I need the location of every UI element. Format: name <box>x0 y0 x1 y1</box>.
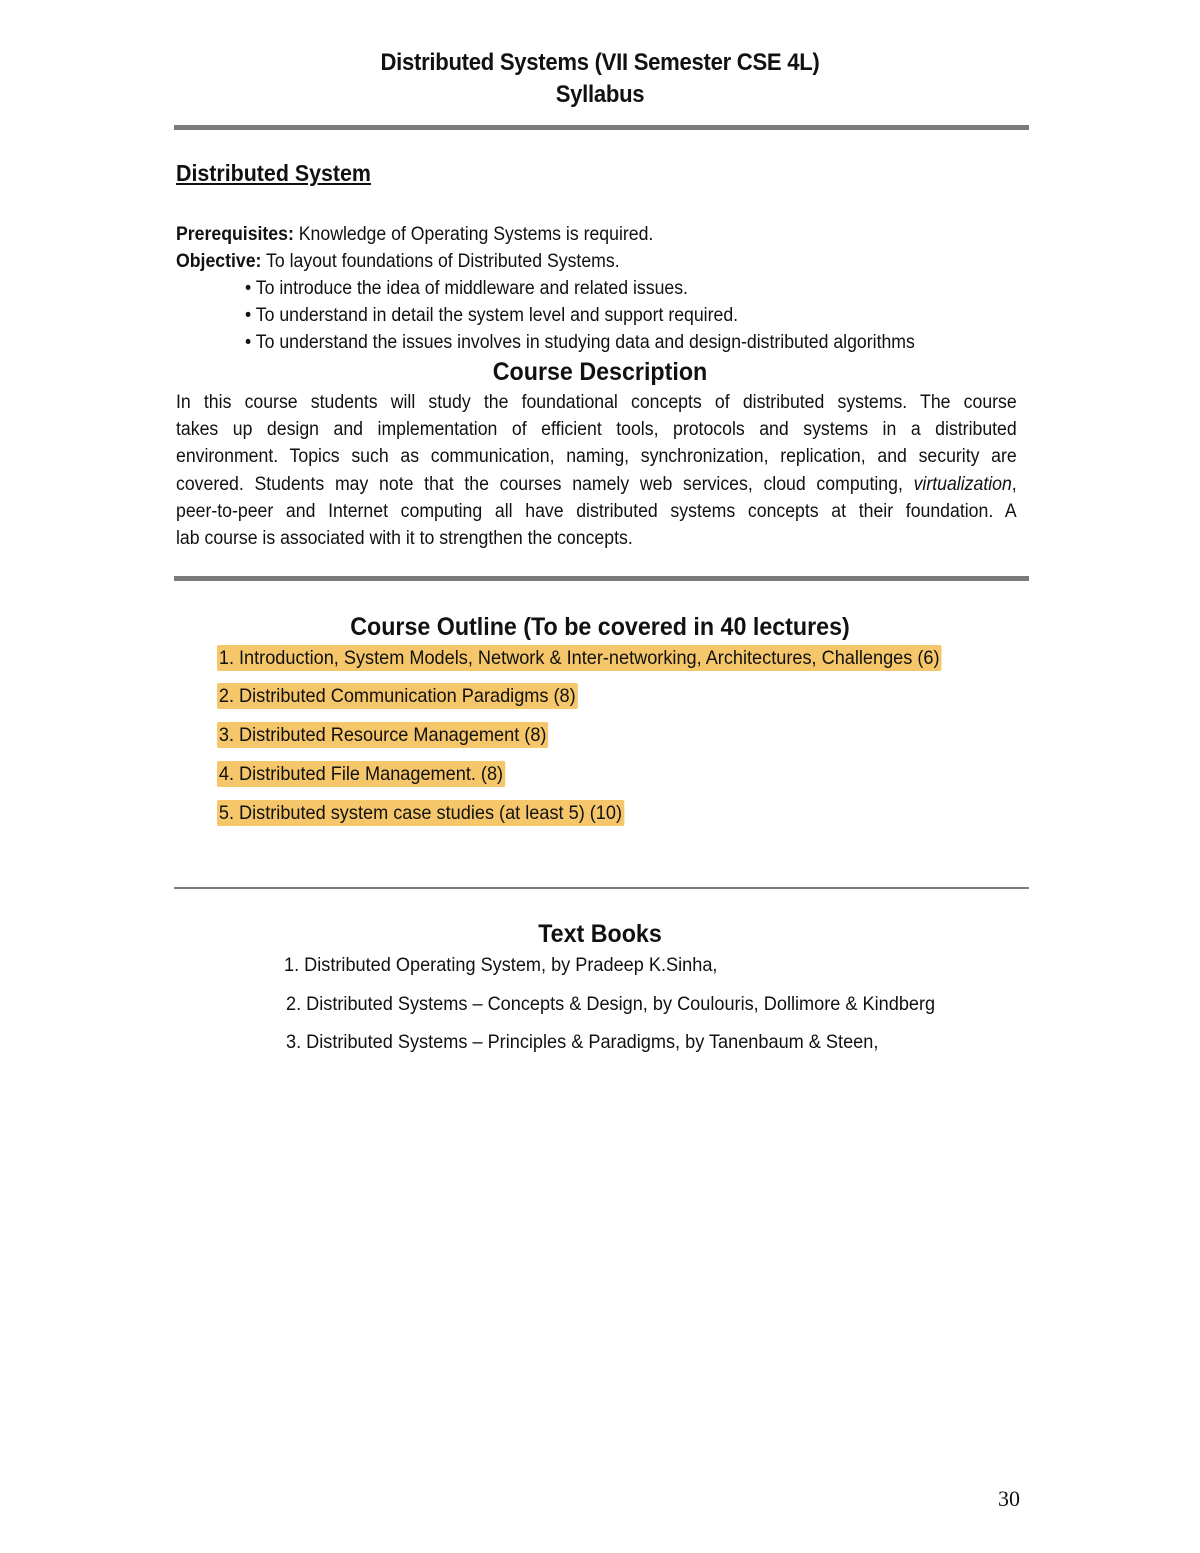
description-heading: Course Description <box>492 358 708 386</box>
textbook-item: 1. Distributed Operating System, by Pradeep K.Sinha, <box>284 954 718 976</box>
objective-bullet: • To introduce the idea of middleware and related issues. <box>245 278 688 299</box>
outline-item: 1. Introduction, System Models, Network & Inter-networking, Architectures, Challenges (6) <box>218 647 940 669</box>
outline-heading: Course Outline (To be covered in 40 lectures) <box>350 613 850 641</box>
divider <box>174 887 1029 889</box>
description-line <box>176 474 1017 496</box>
textbooks-heading: Text Books <box>538 920 662 948</box>
description-line: environment. Topics such as communication, naming, synchronization, replication, and security are <box>176 446 1017 467</box>
document-subtitle: Syllabus <box>555 81 645 108</box>
description-text: covered. Students may note that the courses namely web services, cloud computing, <box>176 474 914 495</box>
objective-text: To layout foundations of Distributed Systems. <box>261 251 620 272</box>
description-line: takes up design and implementation of efficient tools, protocols and systems in a distributed <box>176 419 1017 440</box>
objective-line <box>176 251 620 273</box>
description-line: lab course is associated with it to strengthen the concepts. <box>176 528 633 549</box>
prerequisites-line <box>176 224 653 246</box>
objective-label: Objective: <box>176 251 262 272</box>
outline-item: 4. Distributed File Management. (8) <box>218 763 504 785</box>
textbook-item: 3. Distributed Systems – Principles & Paradigms, by Tanenbaum & Steen, <box>286 1031 879 1053</box>
prerequisites-label: Prerequisites: <box>176 224 294 245</box>
section-heading: Distributed System <box>176 160 371 186</box>
objective-bullet: • To understand the issues involves in studying data and design-distributed algorithms <box>245 332 915 353</box>
outline-item: 3. Distributed Resource Management (8) <box>218 724 547 746</box>
document-title: Distributed Systems (VII Semester CSE 4L) <box>380 49 820 76</box>
description-italic: virtualization <box>913 474 1012 495</box>
page-number: 30 <box>998 1486 1020 1511</box>
description-line: peer-to-peer and Internet computing all have distributed systems concepts at their foundation. A <box>176 501 1017 522</box>
divider <box>174 576 1029 581</box>
description-line: In this course students will study the foundational concepts of distributed systems. The course <box>176 392 1017 413</box>
prerequisites-text: Knowledge of Operating Systems is required. <box>293 224 654 245</box>
textbook-item: 2. Distributed Systems – Concepts & Design, by Coulouris, Dollimore & Kindberg <box>286 993 936 1015</box>
outline-item: 2. Distributed Communication Paradigms (8) <box>218 685 576 707</box>
description-text: , <box>1011 474 1017 495</box>
divider <box>174 125 1029 130</box>
objective-bullet: • To understand in detail the system level and support required. <box>245 305 739 326</box>
outline-item: 5. Distributed system case studies (at least 5) (10) <box>218 802 623 824</box>
